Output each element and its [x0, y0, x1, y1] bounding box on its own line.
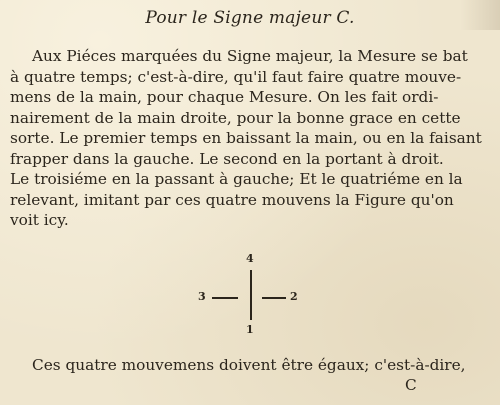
text-line: mens de la main, pour chaque Mesure. On les fait ordi- — [10, 88, 439, 106]
text-line: à quatre temps; c'est-à-dire, qu'il faut faire quatre mouve- — [10, 67, 462, 86]
text-line: relevant, imitant par ces quatre mouvens la Figure qu'on — [10, 190, 454, 209]
right-stroke — [262, 297, 286, 299]
text-line: Aux Piéces marquées du Signe majeur, la Mesure se bat — [32, 47, 468, 65]
text-line: frapper dans la gauche. Le second en la portant à droit. — [10, 149, 444, 168]
text-line: voit icy. — [10, 211, 69, 229]
paragraph — [10, 46, 490, 231]
text-line: nairement de la main droite, pour la bonne grace en cette — [10, 108, 461, 127]
beat-number-2: 2 — [290, 290, 298, 303]
catchword: C — [405, 376, 417, 394]
beat-pattern-figure — [190, 252, 310, 342]
text-line: Le troisiéme en la passant à gauche; Et le quatriéme en la — [10, 170, 463, 188]
left-stroke — [212, 297, 238, 299]
continuation-line: Ces quatre mouvemens doivent être égaux; c'est-à-dire, — [32, 356, 466, 374]
text-line: sorte. Le premier temps en baissant la main, ou en la faisant — [10, 129, 482, 147]
section-heading: Pour le Signe majeur C. — [145, 8, 355, 28]
beat-number-1: 1 — [246, 323, 254, 336]
beat-number-3: 3 — [198, 290, 206, 303]
vertical-stroke — [250, 270, 252, 320]
beat-number-4: 4 — [246, 252, 254, 265]
